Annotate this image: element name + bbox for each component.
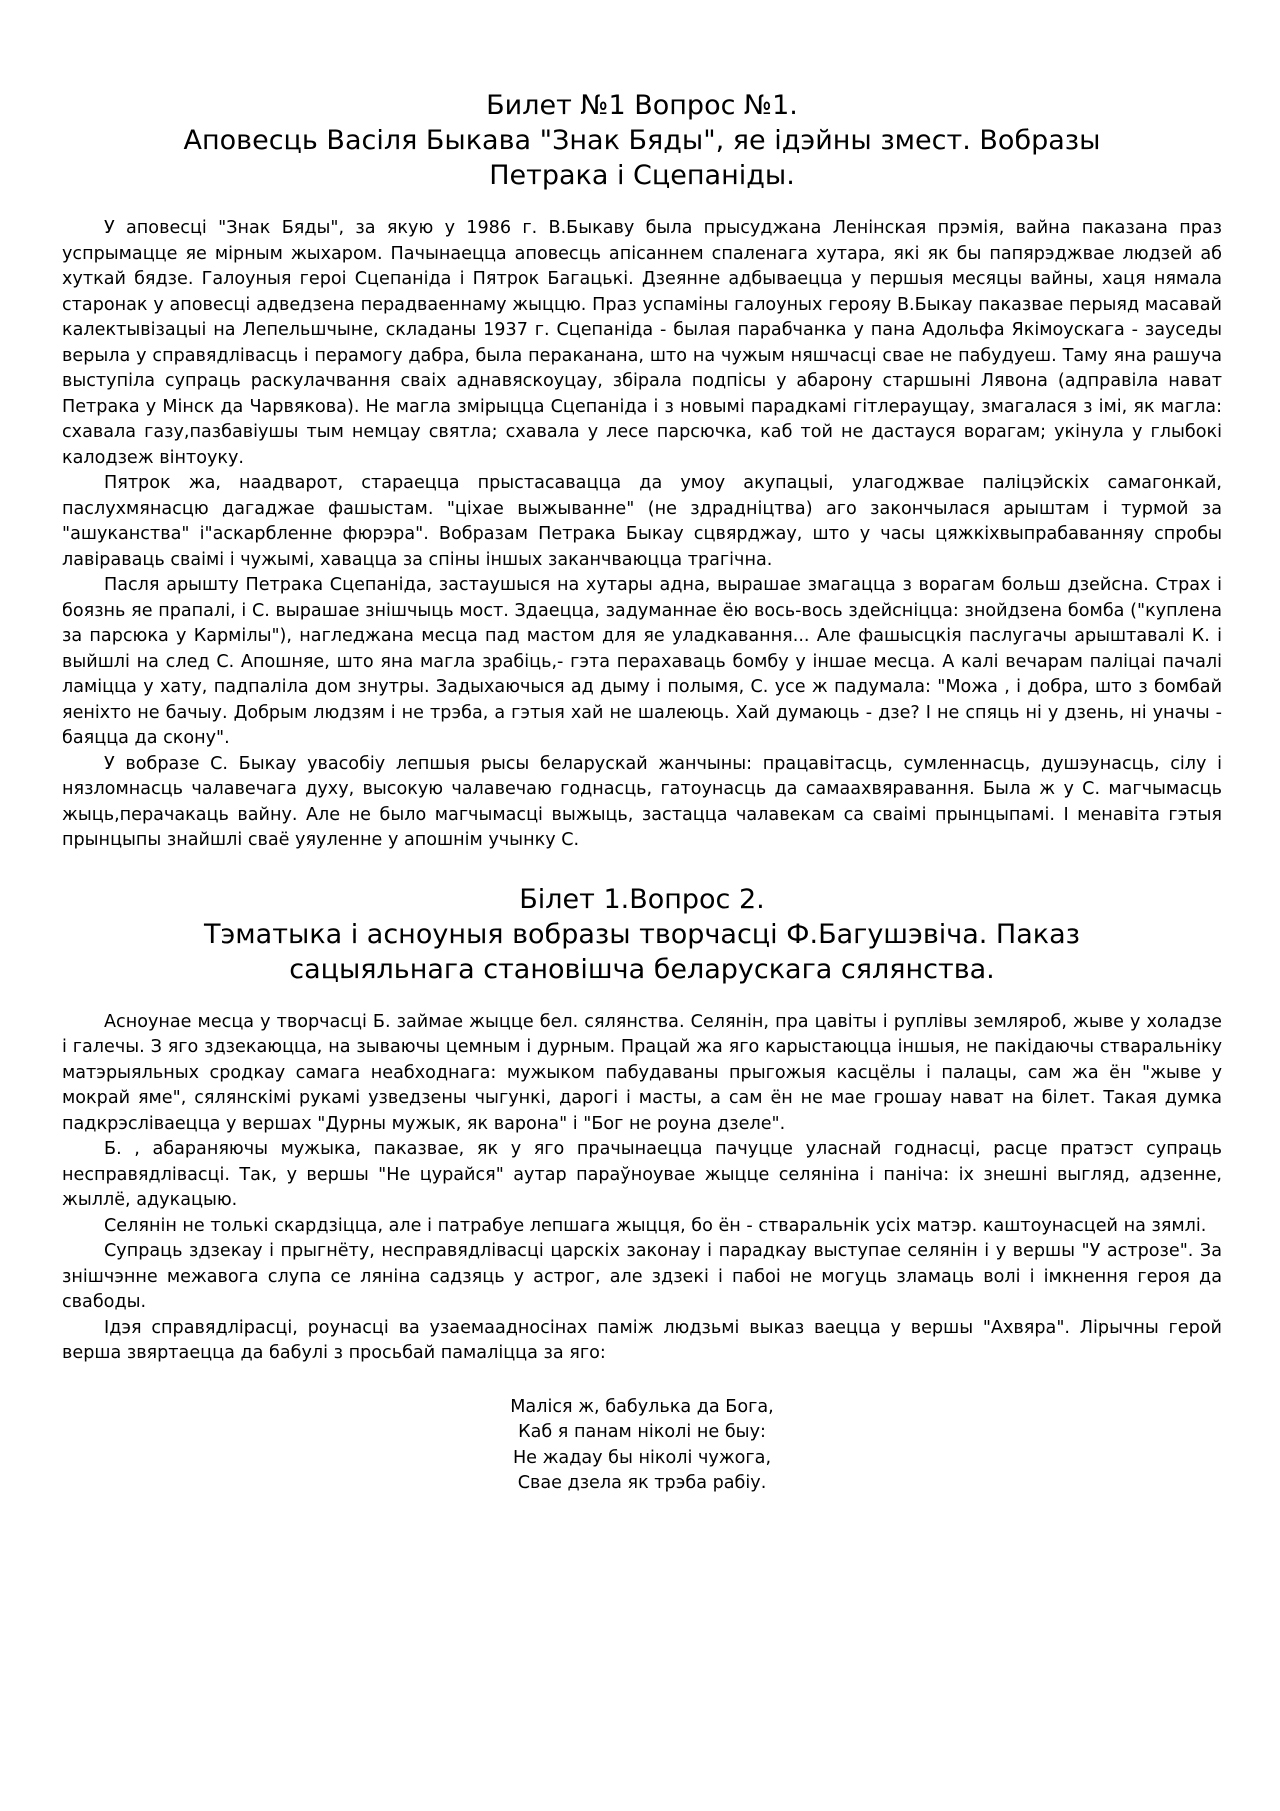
paragraph: Ідэя справядлірасці, роунасці ва узаемаадносінах паміж людзьмі выказ ваецца у вершы "Ахвяра". Лірычны герой верша звяртаецца да бабулі з просьбай памаліцца за яго: [62, 1317, 1222, 1363]
ticket-1-title-line-1: Билет №1 Вопрос №1. [486, 90, 798, 121]
poem-stanza [62, 1395, 1222, 1497]
ticket-2-heading [62, 882, 1222, 987]
paragraph: Пятрок жа, наадварот, стараецца прыстасавацца да умоу акупацыі, улагоджвае паліцэйскіх самагонкай, паслухмянасцю дагаджае фашыстам. "ціхае выжыванне" (не здрадніцтва) аго закончылася арыштам і турмой за "ашуканства" і"аскарбленне фюрэра". Вобразам Петрака Быкау сцвярджау, што у часы цяжкіхвыпрабаванняу спробы лавіраваць сваімі і чужымі, хавацца за спіны іншых заканчваюцца трагічна. [62, 473, 1222, 570]
paragraph: Асноунае месца у творчасці Б. займае жыцце бел. сялянства. Селянін, пра цавіты і руплівы земляроб, жыве у холадзе і галечы. З яго здзекаюцца, на зываючы цемным і дурным. Працай жа яго карыстаюцца іншыя, не пакідаючы стваральніку матэрыяльных сродкау самага неабходнага: мужыком пабудаваны прыгожыя касцёлы і палацы, сам жа ён "жыве у мокрай яме", сялянскімі рукамі узведзены чыгункі, дарогі і масты, а сам ён не мае грошау нават на білет. Такая думка падкрэсліваецца у вершах "Дурны мужык, як варона" і "Бог не роуна дзеле". [62, 1011, 1222, 1134]
paragraph: Селянін не толькі скардзіцца, але і патрабуе лепшага жыцця, бо ён - стваральнік усіх матэр. каштоунасцей на зямлі. [104, 1215, 1207, 1236]
ticket-2-body [62, 1010, 1222, 1367]
ticket-1-heading [62, 88, 1222, 193]
poem-line: Каб я панам ніколі не быу: [518, 1422, 766, 1442]
ticket-2-title-line-2: Тэматыка і асноуныя вобразы творчасці Ф.Багушэвіча. Паказ [204, 918, 1080, 950]
paragraph: Пасля арышту Петрака Сцепаніда, застаушыся на хутары адна, вырашае змагацца з ворагам больш дзейсна. Страх і боязнь яе прапалі, і С. вырашае знішчыць мост. Здаецца, задуманнае ёю вось-вось здейсніцца: знойдзена бомба ("куплена за парсюка у Кармілы"), нагледжана месца пад мастом для яе уладкавання... Але фашысцкія паслугачы арыштавалі К. і выйшлі на след С. Апошняе, што яна магла зрабіць,- гэта перахаваць бомбу у іншае месца. А калі вечарам паліцаі пачалі ламіцца у хату, падпаліла дом знутры. Задыхаючыся ад дыму і полымя, С. усе ж падумала: "Можа , і добра, што з бомбай яеніхто не бачыу. Добрым людзям і не трэба, а гэтыя хай не шалеюць. Хай думаюць - дзе? I не спяць ні у дзень, ні уначы - баяцца да скону". [62, 575, 1222, 748]
poem-line: Не жадау бы ніколі чужога, [512, 1447, 772, 1468]
paragraph: Б. , абараняючы мужыка, паказвае, як у яго прачынаецца пачуцце уласнай годнасці, расце пратэст супраць несправядлівасці. Так, у вершы "Не цурайся" аутар параўноувае жыцце селяніна і паніча: іх знешні выгляд, адзенне, жыллё, адукацыю. [62, 1139, 1222, 1210]
ticket-1-body [62, 216, 1222, 854]
ticket-2-title-line-1: Білет 1.Вопрос 2. [519, 883, 765, 915]
ticket-1-title-line-3: Петрака і Сцепаніды. [489, 160, 795, 191]
poem-line: Маліся ж, бабулька да Бога, [510, 1396, 774, 1417]
paragraph: У вобразе С. Быкау увасобіу лепшыя рысы беларускай жанчыны: працавітасць, сумленнасць, душэунасць, сілу і нязломнасць чалавечага духу, высокую чалавечаю годнасць, гатоунасць да самаахвяравання. Была ж у С. магчымасць жыць,перачакаць вайну. Але не было магчымасці выжыць, застацца чалавекам са сваімі прынцыпамі. I менавіта гэтыя прынцыпы знайшлі сваё уяуленне у апошнім учынку С. [62, 753, 1222, 850]
paragraph: Супраць здзекау і прыгнёту, несправядлівасці царскіх законау і парадкау выступае селянін і у вершы "У астрозе". За знішчэнне межавога слупа се ляніна садзяць у астрог, але здзекі і пабоі не могуць зламаць волі і імкнення героя да свабоды. [62, 1241, 1222, 1312]
section-ticket-2 [62, 882, 1222, 1497]
poem-line: Свае дзела як трэба рабіу. [517, 1473, 767, 1493]
section-ticket-1 [62, 88, 1222, 854]
ticket-2-title-line-3: сацыяльнага становішча беларускага сялянства. [289, 953, 995, 985]
ticket-1-title-line-2: Аповесць Васіля Быкава "Знак Бяды", яе ідэйны змест. Вобразы [183, 125, 1101, 156]
paragraph: У аповесці "Знак Бяды", за якую у 1986 г. В.Быкаву была прысуджана Ленінская прэмія, вайна паказана праз успрымацце яе мірным жыхаром. Пачынаецца аповесць апісаннем спаленага хутара, які як бы папярэджвае людзей аб хуткай бядзе. Галоуныя героі Сцепаніда і Пятрок Багацькі. Дзеянне адбываецца у першыя месяцы вайны, хаця нямала старонак у аповесці адведзена перадваеннаму жыццю. Праз успаміны галоуных герояу В.Быкау паказвае перыяд масавай калектывізацыі на Лепельшчыне, складаны 1937 г. Сцепаніда - былая парабчанка у пана Адольфа Якімоускага - зауседы верыла у справядлівасць і перамогу дабра, была перакананa, што на чужым няшчасці свае не пабудуеш. Таму яна рашуча выступіла супраць раскулачвання сваіх аднавяскоуцау, збірала подпісы у абарону старшыні Лявона (адправіла нават Петрака у Мінск да Чарвякова). Не магла змірыцца Сцепаніда і з новымі парадкамі гітлераущау, змагалася з імі, як магла: схавала газу,пазбавіушы тым немцау святла; схавала у лесе парсючка, каб той не дастауся ворагам; укінула у глыбокі калодзеж вінтоуку. [62, 218, 1222, 468]
